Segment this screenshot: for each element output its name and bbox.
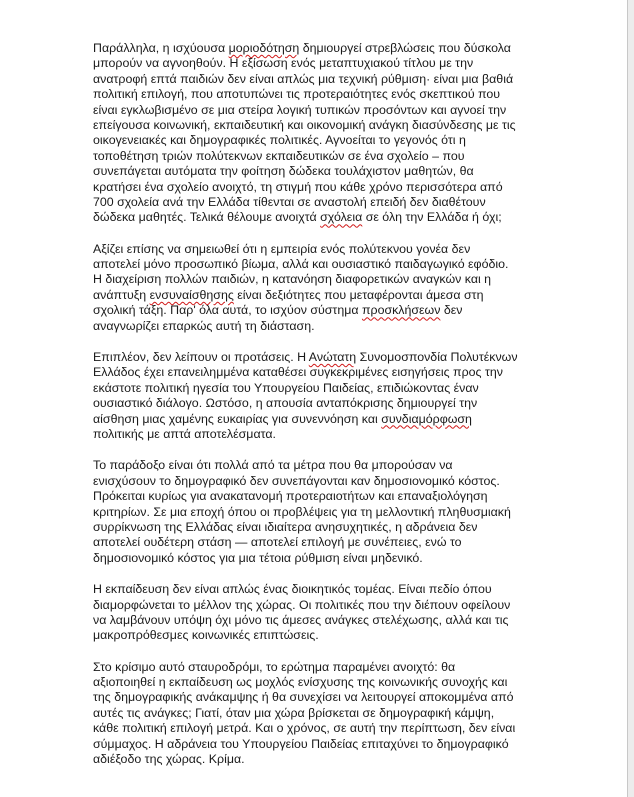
text-run: τοποθέτηση τριών πολύτεκνων εκπαιδευτικών σε ένα σχολείο – που	[93, 148, 465, 163]
text-run: οικογενειακές και δημογραφικές πολιτικές. Αγνοείται το γεγονός ότι η	[93, 133, 466, 148]
misspelled-word: μοριοδότηση	[228, 41, 300, 55]
text-line	[93, 598, 565, 613]
paragraph	[93, 660, 565, 768]
text-run: πολιτική επιλογή, που αποτυπώνει τις προτεραιότητες ενός σκεπτικού που	[93, 87, 501, 102]
text-line	[93, 72, 565, 87]
text-run: Συνομοσπονδία Πολυτέκνων	[356, 350, 518, 365]
text-line	[93, 210, 565, 225]
text-run: δημιουργεί στρεβλώσεις που δύσκολα	[299, 41, 511, 55]
text-run: αδιέξοδο της χώρας. Κρίμα.	[93, 752, 245, 767]
text-line	[93, 489, 565, 504]
text-line	[93, 737, 565, 752]
text-run: αποτελεί ουδέτερη στάση — αποτελεί επιλογή με συνέπειες, ενώ το	[93, 535, 462, 550]
text-line	[93, 675, 565, 690]
text-line	[93, 582, 565, 597]
text-run: ανάπτυξη	[93, 287, 150, 302]
text-line	[93, 458, 565, 473]
text-run: μπορούν να αγνοηθούν. Η εξίσωση ενός μεταπτυχιακού τίτλου με την	[93, 56, 474, 71]
text-line	[93, 242, 565, 257]
text-run: Η εκπαίδευση δεν είναι απλώς ένας διοικητικός τομέας. Είναι πεδίο όπου	[93, 582, 492, 597]
text-run: μακροπρόθεσμες κοινωνικές επιπτώσεις.	[93, 628, 319, 643]
text-run: της δημογραφικής ανάκαμψης ή θα συνεχίσει να λειτουργεί αποκομμένα από	[93, 690, 514, 705]
text-line	[93, 303, 565, 318]
text-line	[93, 690, 565, 705]
text-run: κάθε πολιτική επιλογή μετρά. Και ο χρόνος, σε αυτή την περίπτωση, δεν είναι	[93, 721, 516, 736]
text-line	[93, 535, 565, 550]
text-run: 700 σχολεία ανά την Ελλάδα τίθενται σε αναστολή επειδή δεν διαθέτουν	[93, 194, 486, 209]
text-run: ουσιαστικό διάλογο. Ωστόσο, η απουσία ανταπόκρισης δημιουργεί την	[93, 396, 478, 411]
misspelled-word: ενσυναίσθησης	[149, 287, 234, 302]
paragraph	[93, 458, 565, 566]
text-run: είναι εγκλωβισμένο σε μια στείρα λογική τυπικών προσόντων και αγνοεί την	[93, 102, 507, 117]
text-line	[93, 427, 565, 442]
text-run: δημοσιονομικό κόστος για μια τέτοια ρύθμιση είναι μηδενικό.	[93, 550, 423, 565]
text-run: κρατήσει ένα σχολείο ανοιχτό, τη στιγμή που κάθε χρόνο περισσότερα από	[93, 179, 503, 194]
text-run: κριτηρίων. Σε μια εποχή όπου οι προβλέψεις για τη μελλοντική πληθυσμιακή	[93, 504, 511, 519]
text-line	[93, 551, 565, 566]
text-line	[93, 706, 565, 721]
text-run: αξιοποιηθεί η εκπαίδευση ως μοχλός ενίσχυσης της κοινωνικής συνοχής και	[93, 675, 508, 690]
text-line	[93, 180, 565, 195]
text-line	[93, 118, 565, 133]
misspelled-word: συνδιαμόρφωση	[381, 411, 472, 426]
paragraph	[93, 242, 565, 334]
text-line	[93, 613, 565, 628]
paragraph	[93, 582, 565, 644]
text-run: διαμορφώνεται το μέλλον της χώρας. Οι πολιτικές που την διέπουν οφείλουν	[93, 597, 511, 612]
text-run: αποτελεί μόνο προσωπικό βίωμα, αλλά και ουσιαστικό παιδαγωγικό εφόδιο.	[93, 257, 509, 272]
text-line	[93, 288, 565, 303]
text-run: σχολική τάξη. Παρ' όλα αυτά, το ισχύον σύστημα	[93, 303, 362, 318]
text-run: Παράλληλα, η ισχύουσα	[93, 41, 229, 55]
text-line	[93, 195, 565, 210]
text-run: σύμμαχος. Η αδράνεια του Υπουργείου Παιδείας επιταχύνει το δημογραφικό	[93, 736, 509, 751]
text-line	[93, 752, 565, 767]
text-line	[93, 474, 565, 489]
text-run: δεν	[440, 303, 463, 318]
paragraph	[93, 41, 565, 226]
text-run: ενισχύσουν το δημογραφικό δεν συνεπάγονται καν δημοσιονομικό κόστος.	[93, 473, 500, 488]
text-run: αυτές τις ανάγκες; Γιατί, όταν μια χώρα βρίσκεται σε δημογραφική κάμψη,	[93, 705, 495, 720]
text-run: εκάστοτε πολιτική ηγεσία του Υπουργείου Παιδείας, επιδιώκοντας έναν	[93, 380, 479, 395]
text-run: Ελλάδος έχει επανειλημμένα καταθέσει συγκεκριμένες εισηγήσεις προς την	[93, 365, 503, 380]
page-gutter	[628, 0, 634, 797]
text-line	[93, 721, 565, 736]
text-run: σε όλη την Ελλάδα ή όχι;	[362, 210, 502, 225]
text-run: ανατροφή επτά παιδιών δεν είναι απλώς μια τεχνική ρύθμιση· είναι μια βαθιά	[93, 71, 514, 86]
text-line	[93, 164, 565, 179]
text-run: Επιπλέον, δεν λείπουν οι προτάσεις. Η	[93, 350, 309, 365]
text-run: συνεπάγεται αυτόματα την φοίτηση δώδεκα τουλάχιστον μαθητών, θα	[93, 164, 474, 179]
misspelled-word: Ανώτατη	[308, 350, 357, 365]
text-run: Στο κρίσιμο αυτό σταυροδρόμι, το ερώτημα παραμένει ανοιχτό: θα	[93, 659, 456, 674]
document-body[interactable]	[93, 41, 565, 783]
text-line	[93, 56, 565, 71]
text-line	[93, 505, 565, 520]
text-run: Η διαχείριση πολλών παιδιών, η κατανόηση διαφορετικών αναγκών και η	[93, 272, 492, 287]
paragraph	[93, 350, 565, 442]
text-run: πολιτικής με απτά αποτελέσματα.	[93, 426, 276, 441]
text-line	[93, 149, 565, 164]
text-run: είναι δεξιότητες που μεταφέρονται άμεσα στη	[233, 287, 484, 302]
misspelled-word: σχόλεια	[320, 210, 363, 225]
text-run: αίσθηση μιας χαμένης ευκαιρίας για συνεννόηση και	[93, 411, 382, 426]
text-run: Πρόκειται κυρίως για ανακατανομή προτεραιοτήτων και επαναξιολόγηση	[93, 489, 488, 504]
text-run: αναγνωρίζει επαρκώς αυτή τη διάσταση.	[93, 318, 315, 333]
misspelled-word: προσκλήσεων	[361, 303, 441, 318]
text-line	[93, 272, 565, 287]
text-line	[93, 133, 565, 148]
text-run: να λαμβάνουν υπόψη όχι μόνο τις άμεσες ανάγκες στελέχωσης, αλλά και τις	[93, 612, 509, 627]
text-run: Αξίζει επίσης να σημειωθεί ότι η εμπειρία ενός πολύτεκνου γονέα δεν	[93, 241, 471, 256]
text-line	[93, 87, 565, 102]
text-line	[93, 319, 565, 334]
text-line	[93, 520, 565, 535]
text-run: δώδεκα μαθητές. Τελικά θέλουμε ανοιχτά	[93, 210, 321, 225]
text-line	[93, 257, 565, 272]
text-line	[93, 396, 565, 411]
text-line	[93, 628, 565, 643]
text-line	[93, 412, 565, 427]
text-line	[93, 365, 565, 380]
text-line	[93, 41, 565, 56]
text-run: επείγουσα κοινωνική, εκπαιδευτική και οικονομική ανάγκη διασύνδεσης με τις	[93, 117, 516, 132]
text-line	[93, 103, 565, 118]
text-line	[93, 660, 565, 675]
text-run: συρρίκνωση της Ελλάδας είναι ιδιαίτερα ανησυχητικές, η αδράνεια δεν	[93, 519, 478, 534]
text-line	[93, 381, 565, 396]
text-line	[93, 350, 565, 365]
text-run: Το παράδοξο είναι ότι πολλά από τα μέτρα που θα μπορούσαν να	[93, 458, 453, 473]
